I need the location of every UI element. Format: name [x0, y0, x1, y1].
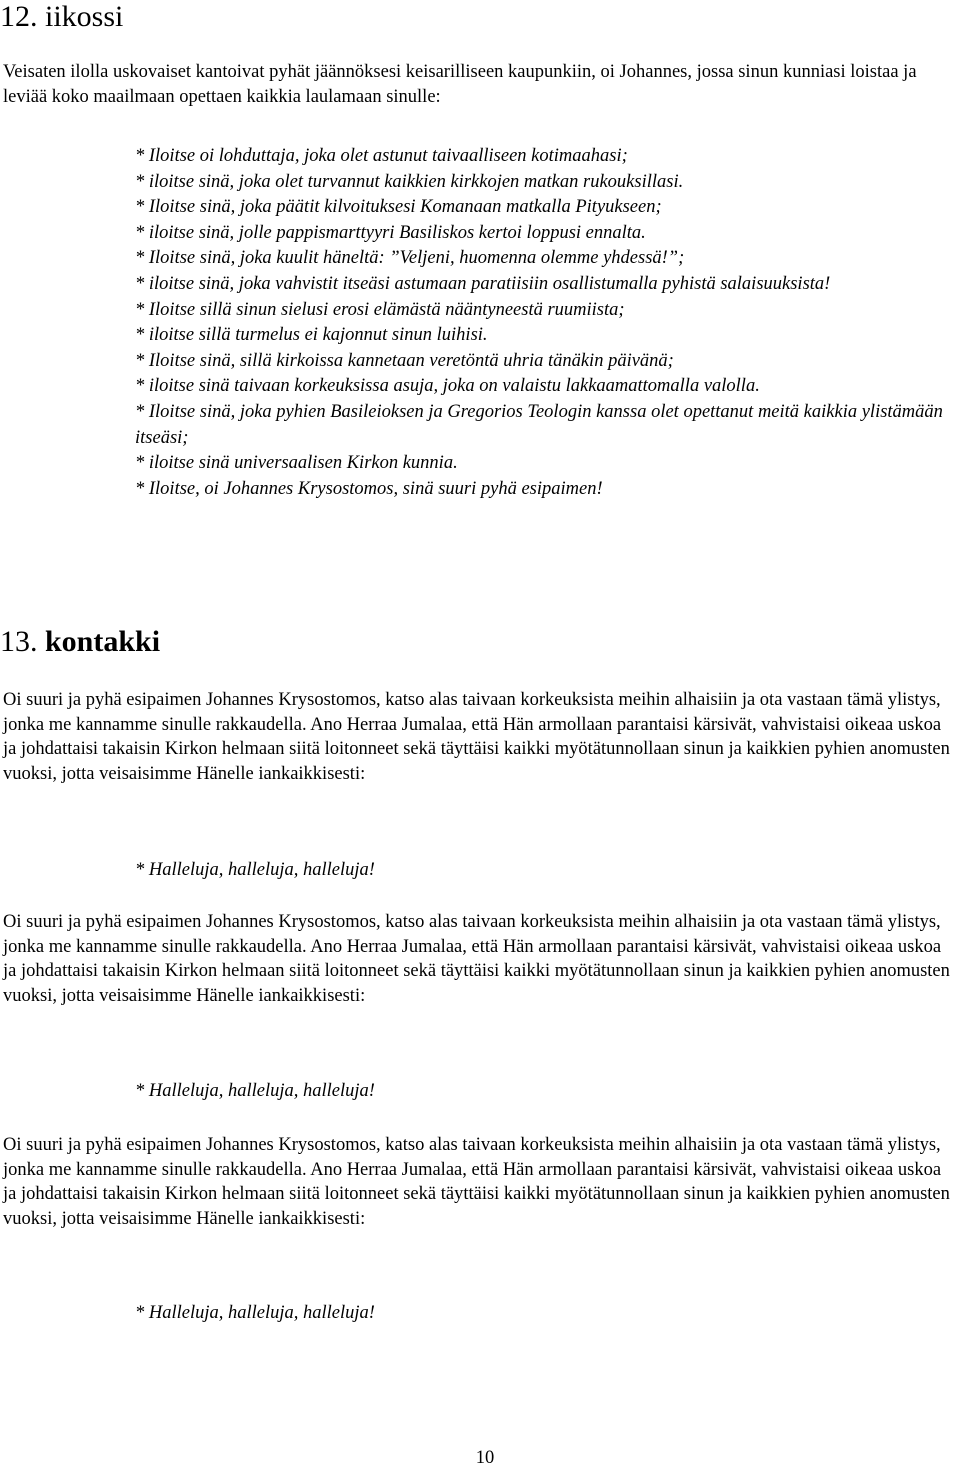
section-13-number: 13.	[0, 625, 38, 658]
hymn-line: * Iloitse sinä, sillä kirkoissa kannetaan veretöntä uhria tänäkin päivänä;	[135, 350, 674, 371]
hymn-line: * iloitse sillä turmelus ei kajonnut sinun luihisi.	[135, 325, 488, 346]
hymn-line: * iloitse sinä taivaan korkeuksissa asuja, joka on valaistu lakkaamattomalla valolla.	[135, 376, 760, 397]
hymn-line: * iloitse sinä universaalisen Kirkon kunnia.	[135, 453, 458, 474]
hymn-line: * Iloitse, oi Johannes Krysostomos, sinä suuri pyhä esipaimen!	[135, 478, 603, 499]
kontakki-refrain: * Halleluja, halleluja, halleluja!	[135, 1081, 375, 1101]
hymn-line: * iloitse sinä, joka olet turvannut kaikkien kirkkojen matkan rukouksillasi.	[135, 171, 684, 192]
section-12-number: 12.	[0, 0, 38, 33]
section-12-heading	[0, 0, 123, 34]
kontakki-paragraph: Oi suuri ja pyhä esipaimen Johannes Krysostomos, katso alas taivaan korkeuksista meihin alhaisiin ja ota vastaan tämä ylistys, jonka me kannamme sinulle rakkaudella. Ano Herraa Jumalaa, että Hän armollaan parantaisi kärsivät, vahvistaisi oikeaa uskoa ja johdattaisi takaisin Kirkon helmaan siitä loitonneet sekä täyttäisi kaikki myötätunnollaan sinun ja kaikkien pyhien anomusten vuoksi, jotta veisaisimme Hänelle iankaikkisesti:	[3, 690, 950, 784]
kontakki-refrain: * Halleluja, halleluja, halleluja!	[135, 1303, 375, 1323]
section-12-intro: Veisaten ilolla uskovaiset kantoivat pyhät jäännöksesi keisarilliseen kaupunkiin, oi Johannes, jossa sinun kunniasi loistaa ja leviää koko maailmaan opettaen kaikkia laulamaan sinulle:	[3, 62, 917, 107]
hymn-line: * Iloitse sillä sinun sielusi erosi elämästä nääntyneestä ruumiista;	[135, 299, 625, 320]
page-number: 10	[475, 1448, 495, 1468]
hymn-line: * Iloitse oi lohduttaja, joka olet astunut taivaalliseen kotimaahasi;	[135, 146, 628, 166]
kontakki-paragraph: Oi suuri ja pyhä esipaimen Johannes Krysostomos, katso alas taivaan korkeuksista meihin alhaisiin ja ota vastaan tämä ylistys, jonka me kannamme sinulle rakkaudella. Ano Herraa Jumalaa, että Hän armollaan parantaisi kärsivät, vahvistaisi oikeaa uskoa ja johdattaisi takaisin Kirkon helmaan siitä loitonneet sekä täyttäisi kaikki myötätunnollaan sinun ja kaikkien pyhien anomusten vuoksi, jotta veisaisimme Hänelle iankaikkisesti:	[3, 912, 950, 1006]
section-13-heading	[0, 625, 160, 659]
section-12-title: iikossi	[45, 0, 124, 33]
hymn-line: * Iloitse sinä, joka pyhien Basileioksen ja Gregorios Teologin kanssa olet opettanut meitä kaikkia ylistämään itseäsi;	[135, 401, 943, 448]
kontakki-refrain: * Halleluja, halleluja, halleluja!	[135, 860, 375, 880]
hymn-line: * Iloitse sinä, joka päätit kilvoituksesi Komanaan matkalla Pityukseen;	[135, 197, 662, 218]
section-12-hymn	[135, 144, 960, 502]
hymn-line: * Iloitse sinä, joka kuulit häneltä: ”Veljeni, huomenna olemme yhdessä!”;	[135, 248, 685, 269]
kontakki-paragraph: Oi suuri ja pyhä esipaimen Johannes Krysostomos, katso alas taivaan korkeuksista meihin alhaisiin ja ota vastaan tämä ylistys, jonka me kannamme sinulle rakkaudella. Ano Herraa Jumalaa, että Hän armollaan parantaisi kärsivät, vahvistaisi oikeaa uskoa ja johdattaisi takaisin Kirkon helmaan siitä loitonneet sekä täyttäisi kaikki myötätunnollaan sinun ja kaikkien pyhien anomusten vuoksi, jotta veisaisimme Hänelle iankaikkisesti:	[3, 1135, 950, 1229]
hymn-line: * iloitse sinä, jolle pappismarttyyri Basiliskos kertoi loppusi ennalta.	[135, 222, 646, 243]
section-13-title: kontakki	[45, 625, 161, 658]
hymn-line: * iloitse sinä, joka vahvistit itseäsi astumaan paratiisiin osallistumalla pyhistä salaisuuksista!	[135, 273, 831, 294]
